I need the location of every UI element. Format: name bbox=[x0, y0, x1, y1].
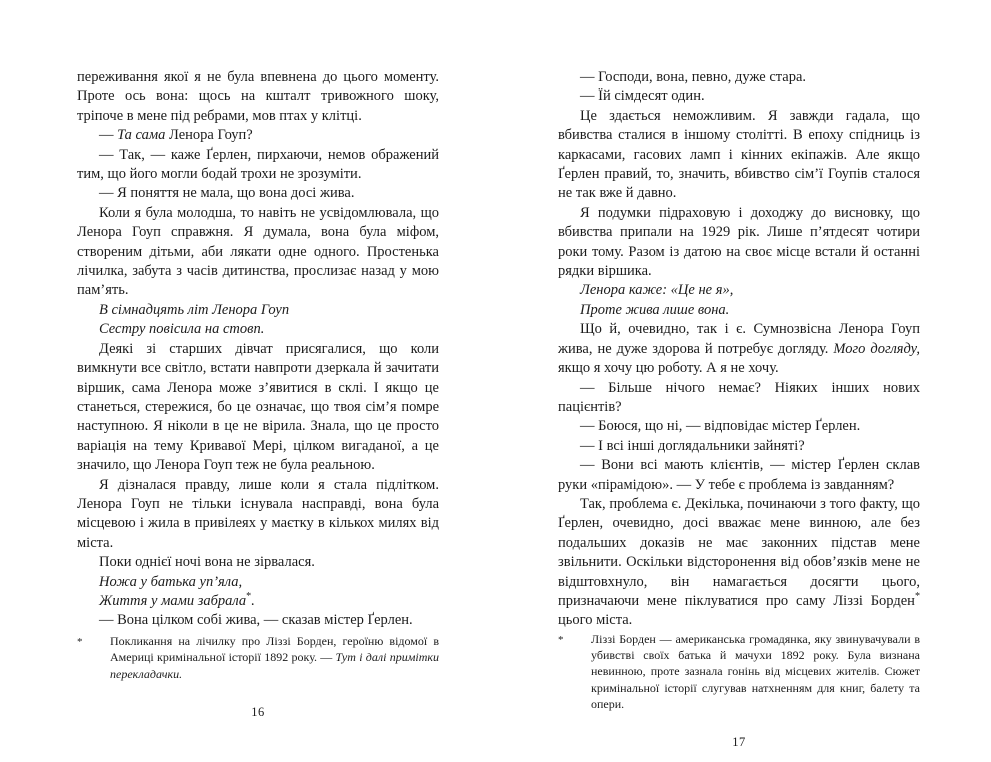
page-left-footnote bbox=[77, 633, 439, 682]
page-right-footnote bbox=[558, 631, 920, 712]
text-segment: Поки однієї ночі вона не зірвалася. bbox=[99, 554, 315, 571]
footnote-marker: * bbox=[77, 636, 83, 649]
text-segment: Я подумки підраховую і доходжу до висновку, що вбивства припали на 1929 рік. Лише п’ятдесят чотири роки тому. Разом із датою на своє місце встали й останні рядки віршика. bbox=[558, 204, 920, 280]
text-segment: Деякі зі старших дівчат присягалися, що коли вимкнути все світло, встати навпроти дзеркала й зачитати віршик, сама Ленора може з’явитися в склі. І якщо це станеться, стережися, бо це означає, що твоя сім’я помре наступною. Я ніколи в це не вірила. Знала, що це просто варіація на тему Кривавої Мері, цілком вигаданої, а це значило, що Ленора Гоуп теж не була реальною. bbox=[77, 340, 439, 474]
dialogue-line bbox=[558, 437, 920, 456]
text-segment: — bbox=[99, 127, 118, 144]
text-segment: Покликання на лічилку про Ліззі Борден, героїню відомої в Америці кримінальної історії 1892 року. — bbox=[110, 634, 439, 665]
paragraph bbox=[558, 204, 920, 282]
text-segment: Ліззі Борден — американська громадянка, яку звинувачували в убивстві своїх батька й мачухи 1892 року. Була визнана невинною, проте зазнала гонінь від місцевих жителів. Сюжет кримінальної історії слугував натхненням для книг, балету та опери. bbox=[591, 631, 920, 711]
text-segment: Сестру повісила на стовп. bbox=[99, 321, 265, 338]
text-segment: переживання якої я не була впевнена до цього моменту. Проте ось вона: щось на кшталт тривожного шоку, тріпоче в мене під ребрами, мов птах у клітці. bbox=[77, 69, 439, 124]
paragraph bbox=[77, 553, 439, 572]
text-segment: Життя у мами забрала bbox=[99, 592, 247, 609]
dialogue-line bbox=[558, 379, 920, 418]
paragraph bbox=[77, 68, 439, 126]
text-segment: — Більше нічого немає? Ніяких інших нових пацієнтів? bbox=[558, 379, 920, 415]
text-segment: Мого догляду, bbox=[833, 340, 920, 357]
footnote-reference: * bbox=[246, 591, 252, 603]
paragraph bbox=[558, 320, 920, 378]
dialogue-line bbox=[77, 184, 439, 203]
paragraph bbox=[77, 204, 439, 301]
page-left bbox=[77, 68, 439, 720]
verse-line bbox=[77, 592, 439, 611]
verse-line bbox=[558, 281, 920, 300]
dialogue-line bbox=[77, 611, 439, 630]
text-segment: цього міста. bbox=[558, 612, 633, 629]
footnote-marker: * bbox=[558, 633, 564, 646]
text-segment: — Боюся, що ні, — відповідає містер Ґерлен. bbox=[580, 418, 861, 435]
verse-line bbox=[558, 301, 920, 320]
text-segment: Коли я була молодша, то навіть не усвідомлювала, що Ленора Гоуп справжня. Я думала, вона була міфом, створеним дітьми, аби лякати одне одного. Простенька лічилка, забута з часів дитинства, прослизає назад у мою пам’ять. bbox=[77, 204, 439, 299]
page-number-left: 16 bbox=[251, 705, 265, 719]
dialogue-line bbox=[77, 146, 439, 185]
dialogue-line bbox=[558, 456, 920, 495]
dialogue-line bbox=[558, 87, 920, 106]
page-right-text bbox=[558, 68, 920, 631]
text-segment: Та сама bbox=[117, 127, 166, 144]
text-segment: — Вони всі мають клієнтів, — містер Ґерлен склав руки «пірамідою». — У тебе є проблема із завданням? bbox=[558, 457, 920, 493]
text-segment: — Я поняття не мала, що вона досі жива. bbox=[99, 185, 355, 202]
text-segment: — Господи, вона, певно, дуже стара. bbox=[580, 69, 807, 85]
text-segment: Тут і далі примітки перекладачки. bbox=[110, 650, 439, 681]
text-segment: Це здається неможливим. Я завжди гадала, що вбивства сталися в іншому столітті. В епоху спідниць із каркасами, гасових ламп і кінних екіпажів. Але якщо Ґерлен правий, то, значить, вбивство сім’ї Гоупів сталося не так вже й давно. bbox=[558, 107, 920, 202]
verse-line bbox=[77, 301, 439, 320]
paragraph bbox=[558, 107, 920, 204]
text-segment: Проте жива лише вона. bbox=[580, 301, 730, 318]
page-left-text bbox=[77, 68, 439, 631]
text-segment: Що й, очевидно, так і є. Сумнозвісна Ленора Гоуп жива, не дуже здорова й потребує догляду. bbox=[558, 321, 920, 357]
dialogue-line bbox=[77, 126, 439, 145]
text-segment: якщо я хочу цю роботу. А я не хочу. bbox=[558, 360, 779, 377]
verse-line bbox=[77, 573, 439, 592]
text-segment: Я дізналася правду, лише коли я стала підлітком. Ленора Гоуп не тільки існувала насправді, вона була місцевою і жила в привілеях у маєтку в кількох милях від міста. bbox=[77, 476, 439, 551]
text-segment: . bbox=[251, 592, 255, 609]
dialogue-line bbox=[558, 417, 920, 436]
paragraph bbox=[77, 340, 439, 476]
footnote-reference: * bbox=[914, 591, 920, 603]
dialogue-line bbox=[558, 68, 920, 87]
text-segment: Так, проблема є. Декілька, починаючи з того факту, що Ґерлен, очевидно, досі вважає мене винною, але без подальших доказів не має законних підстав мене звільнити. Оскільки відсторонення від обов’язків мене не відштовхнуло, він намагається досягти цього, призначаючи мене піклуватися про саму Ліззі Борден bbox=[558, 495, 920, 609]
text-segment: — Так, — каже Ґерлен, пирхаючи, немов ображений тим, що його могли бодай трохи не зрозуміти. bbox=[77, 146, 439, 183]
text-segment: В сімнадцять літ Ленора Гоуп bbox=[99, 301, 290, 318]
text-segment: — Вона цілком собі жива, — сказав містер Ґерлен. bbox=[99, 612, 413, 629]
text-segment: Ножа у батька уп’яла, bbox=[99, 573, 243, 590]
footnote-text bbox=[591, 631, 920, 712]
footnote-text bbox=[110, 633, 439, 682]
paragraph bbox=[77, 476, 439, 554]
page-right bbox=[558, 68, 920, 750]
page-number-right: 17 bbox=[732, 735, 746, 750]
paragraph bbox=[558, 495, 920, 631]
text-segment: — Їй сімдесят один. bbox=[580, 88, 705, 105]
text-segment: — І всі інші доглядальники зайняті? bbox=[580, 437, 805, 454]
verse-line bbox=[77, 320, 439, 339]
text-segment: Ленора каже: «Це не я», bbox=[580, 282, 734, 299]
text-segment: Ленора Гоуп? bbox=[165, 127, 253, 144]
